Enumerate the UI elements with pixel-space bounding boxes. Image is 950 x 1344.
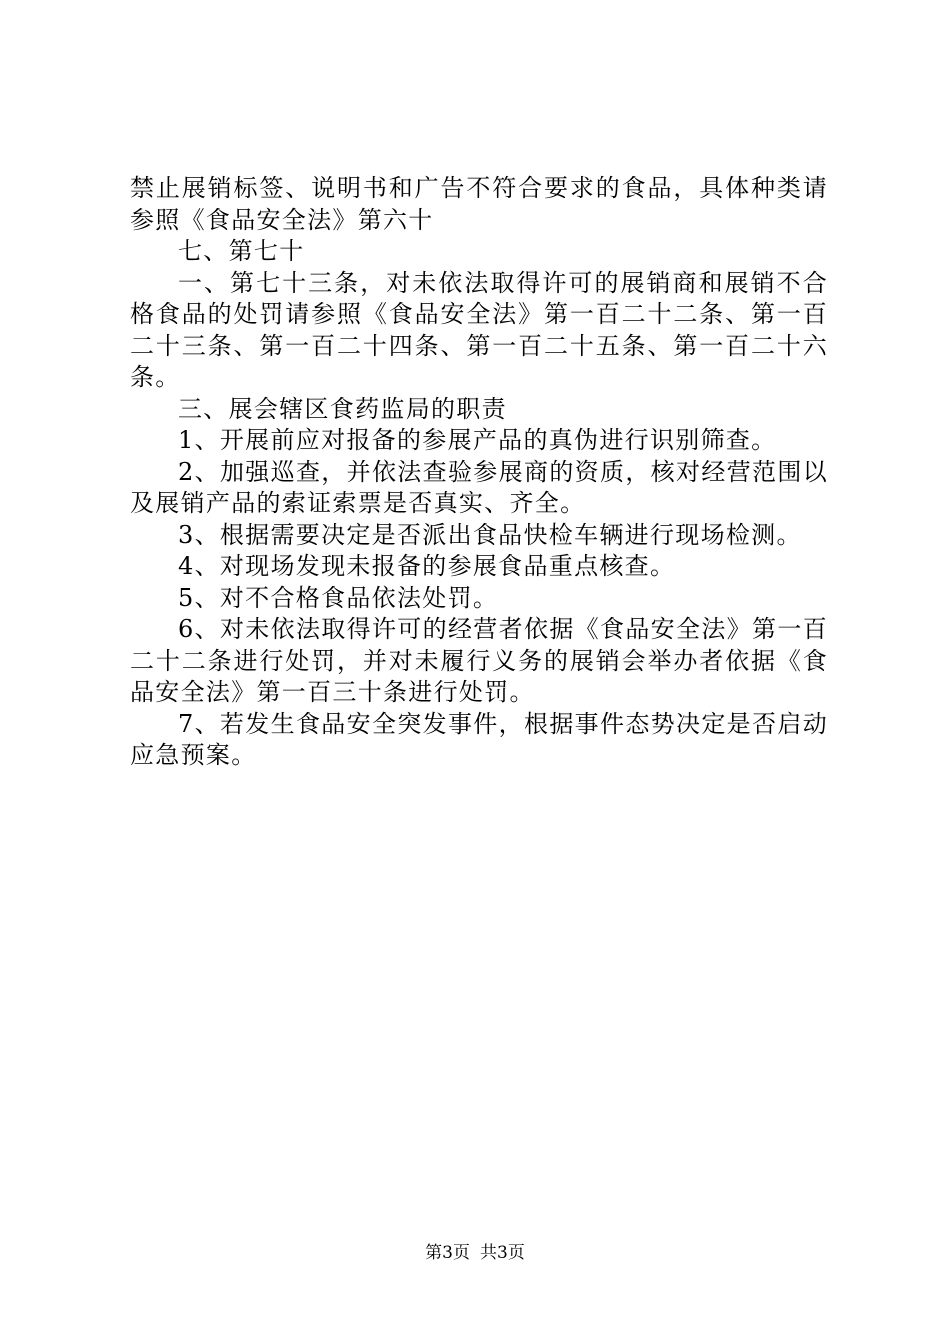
paragraph-2: 七、第七十	[178, 237, 305, 265]
page-total: 共3页	[480, 1243, 525, 1263]
list-item-6: 6、对未依法取得许可的经营者依据《食品安全法》第一百二十二条进行处罚，并对未履行义务的展销会举办者依据《食品安全法》第一百三十条进行处罚。	[130, 615, 828, 706]
list-item-2: 2、加强巡查，并依法查验参展商的资质，核对经营范围以及展销产品的索证索票是否真实、齐全。	[130, 457, 828, 517]
list-item-5: 5、对不合格食品依法处罚。	[178, 583, 499, 612]
list-item-3: 3、根据需要决定是否派出食品快检车辆进行现场检测。	[178, 520, 802, 549]
section-heading: 三、展会辖区食药监局的职责	[178, 394, 507, 423]
list-item-7: 7、若发生食品安全突发事件，根据事件态势决定是否启动应急预案。	[130, 709, 828, 769]
page-footer	[0, 1242, 950, 1264]
list-item-4: 4、对现场发现未报备的参展食品重点核查。	[178, 552, 676, 580]
document-body	[130, 173, 828, 772]
paragraph-1: 禁止展销标签、说明书和广告不符合要求的食品，具体种类请参照《食品安全法》第六十	[130, 174, 828, 234]
page-number: 第3页	[425, 1243, 470, 1263]
paragraph-3: 一、第七十三条，对未依法取得许可的展销商和展销不合格食品的处罚请参照《食品安全法》第一百二十二条、第一百二十三条、第一百二十四条、第一百二十五条、第一百二十六条。	[130, 268, 828, 391]
list-item-1: 1、开展前应对报备的参展产品的真伪进行识别筛查。	[178, 426, 777, 454]
